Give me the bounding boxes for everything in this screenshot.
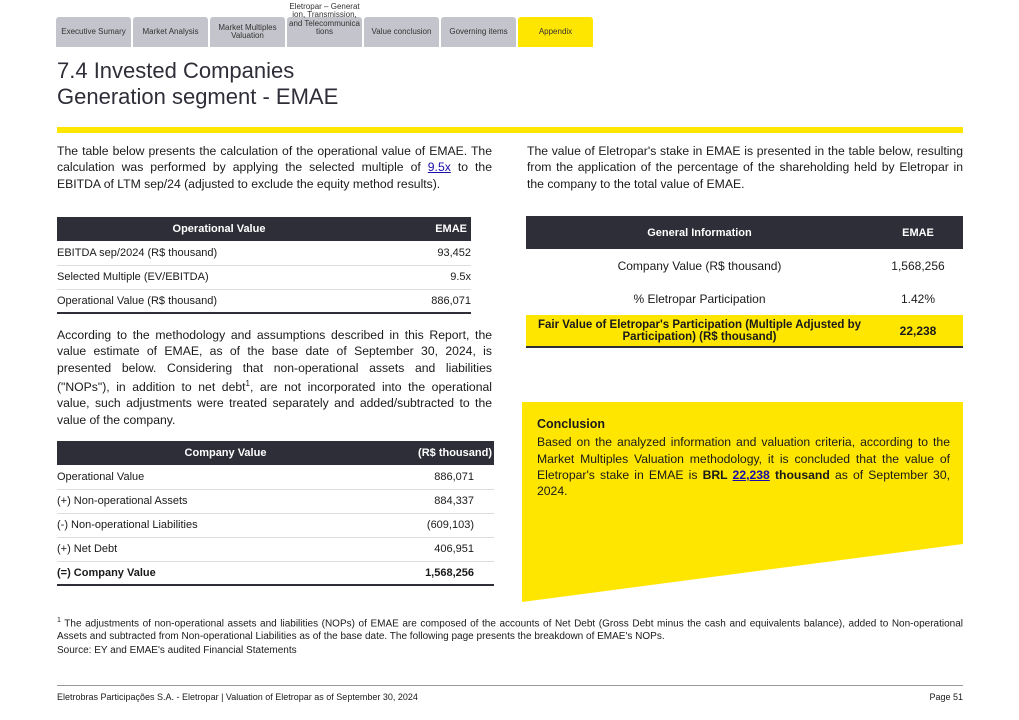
tab-market-multiples[interactable]	[210, 17, 285, 47]
table-row	[526, 282, 963, 315]
conclusion-title: Conclusion	[537, 417, 606, 431]
cell: (=) Company Value	[57, 561, 394, 585]
col-header: (R$ thousand)	[394, 441, 494, 465]
text: BRL	[702, 467, 733, 482]
subtitle-line: Generation segment - EMAE	[57, 84, 339, 109]
footer-text: Eletrobras Participações S.A. - Eletropar | Valuation of Eletropar as of September 30, 2024	[57, 692, 418, 702]
text: The table below presents the calculation of the operational value of EMAE. The calculation was performed by applying the selected multiple of	[57, 144, 492, 175]
tab-eletropar[interactable]	[287, 2, 362, 47]
col-header: EMAE	[873, 216, 963, 249]
table-row	[57, 465, 494, 489]
cell: 886,071	[394, 465, 494, 489]
total-row	[57, 561, 494, 585]
table-row	[57, 489, 494, 513]
total-row	[526, 315, 963, 347]
cell: 1,568,256	[891, 258, 945, 273]
cell: 93,452	[381, 241, 471, 265]
footnote-ref: 1	[245, 378, 250, 388]
cell: (+) Net Debt	[57, 537, 394, 561]
methodology-paragraph	[57, 327, 492, 428]
col-header: EMAE	[381, 217, 471, 241]
text: Based on the analyzed information and valuation criteria, according to the Market Multiples Valuation methodology, it is concluded that the value of Eletropar's stake in EMAE is	[537, 435, 950, 482]
tab-market-analysis[interactable]	[133, 17, 208, 47]
text: , are not incorporated into the operational value, such adjustments were treated separately and added/subtracted to the value of the company.	[57, 379, 492, 427]
page-number: Page 51	[929, 692, 963, 702]
stake-paragraph: The value of Eletropar's stake in EMAE is presented in the table below, resulting from the application of the percentage of the shareholding held by Eletropar in the company to the total value of EMAE.	[527, 144, 963, 191]
yellow-divider	[57, 127, 963, 133]
table-row	[57, 265, 471, 289]
table-row	[57, 537, 494, 561]
nav-tabs	[56, 2, 593, 47]
table-row	[57, 241, 471, 265]
cell: 1.42%	[900, 291, 936, 306]
text: as of September 30, 2024.	[537, 467, 950, 499]
text: to the EBITDA of LTM sep/24 (adjusted to exclude the equity method results).	[57, 160, 492, 191]
cell: Selected Multiple (EV/EBITDA)	[57, 265, 381, 289]
footnote	[57, 614, 963, 643]
cell: 884,337	[394, 489, 494, 513]
company-value-table	[57, 441, 494, 586]
text: thousand	[769, 467, 830, 482]
source-note: Source: EY and EMAE's audited Financial Statements	[57, 645, 297, 656]
cell: (-) Non-operational Liabilities	[57, 513, 394, 537]
cell: % Eletropar Participation	[633, 291, 766, 306]
general-information-table	[526, 216, 963, 348]
value-link[interactable]: 22,238	[732, 467, 770, 482]
page-title	[57, 58, 338, 110]
tab-label: Appendix	[538, 26, 573, 36]
footnote-number: 1	[57, 617, 61, 624]
cell: Operational Value (R$ thousand)	[57, 289, 381, 313]
tab-label: Governing items	[449, 26, 508, 36]
cell: 9.5x	[381, 265, 471, 289]
operational-value-table	[57, 217, 471, 314]
intro-paragraph	[57, 143, 492, 192]
cell: Fair Value of Eletropar's Participation (Multiple Adjusted by Participation) (R$ thousand)	[526, 315, 873, 347]
cell: Company Value (R$ thousand)	[617, 258, 782, 273]
title-line: 7.4 Invested Companies	[57, 58, 295, 83]
tab-label: Executive Sumary	[61, 26, 126, 36]
cell: (609,103)	[394, 513, 494, 537]
col-header: Company Value	[57, 441, 394, 465]
tab-label: Market Multiples Valuation	[218, 22, 277, 40]
text: The adjustments of non-operational assets and liabilities (NOPs) of EMAE are composed of the accounts of Net Debt (Gross Debt minus the cash and equivalents balance), added to Non-operational Assets and subtracted from Non-operational Liabilities as of the base date. The following page presents the breakdown of EMAE's NOPs.	[57, 618, 963, 643]
cell: 1,568,256	[394, 561, 494, 585]
tab-executive-summary[interactable]	[56, 17, 131, 47]
cell: (+) Non-operational Assets	[57, 489, 394, 513]
tab-label: Market Analysis	[142, 26, 199, 36]
col-header: Operational Value	[57, 217, 381, 241]
table-row	[526, 249, 963, 282]
col-header: General Information	[526, 216, 873, 249]
cell: 886,071	[381, 289, 471, 313]
cell: 22,238	[873, 315, 963, 347]
table-row	[57, 289, 471, 313]
conclusion-text	[537, 416, 950, 499]
table-row	[57, 513, 494, 537]
cell: EBITDA sep/2024 (R$ thousand)	[57, 241, 381, 265]
tab-appendix[interactable]	[518, 17, 593, 47]
cell: Operational Value	[57, 465, 394, 489]
tab-governing-items[interactable]	[441, 17, 516, 47]
text: According to the methodology and assumptions described in this Report, the value estimate of EMAE, as of the base date of September 30, 2024, is presented below. Considering that non-operational assets and liabilities ("NOPs"), in addition to net debt	[57, 328, 492, 394]
multiple-link[interactable]: 9.5x	[427, 160, 451, 175]
page-footer	[57, 685, 963, 702]
cell: 406,951	[394, 537, 494, 561]
tab-label: Eletropar – Generation, Transmission, and Telecommunications	[289, 2, 361, 37]
tab-label: Value conclusion	[371, 26, 432, 36]
tab-value-conclusion[interactable]	[364, 17, 439, 47]
